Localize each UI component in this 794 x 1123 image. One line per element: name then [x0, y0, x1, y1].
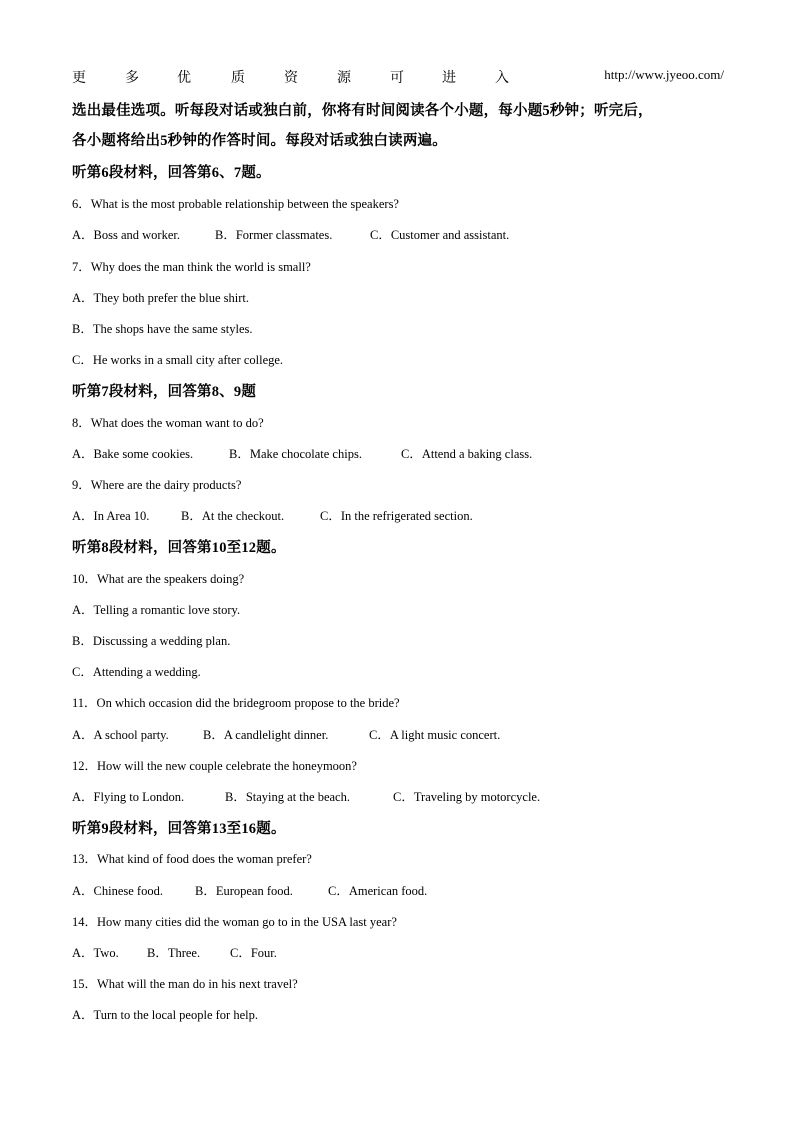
option-a: A．In Area 10. — [72, 509, 150, 523]
option-a: A．Turn to the local people for help. — [72, 1008, 258, 1022]
option-b: B．Former classmates. — [215, 228, 333, 242]
section-heading: 听第6段材料，回答第6、7题。 — [72, 165, 271, 181]
section-heading: 听第7段材料，回答第8、9题 — [72, 384, 257, 400]
question-text: 8．What does the woman want to do? — [72, 416, 264, 430]
option-a: A．Two. — [72, 946, 119, 960]
options-row — [72, 787, 540, 805]
option-b: B．The shops have the same styles. — [72, 322, 253, 336]
option-c: C．In the refrigerated section. — [320, 509, 473, 523]
option-a: A．Boss and worker. — [72, 228, 180, 242]
option-b: B．A candlelight dinner. — [203, 728, 329, 742]
option-c: C．Attending a wedding. — [72, 665, 201, 679]
options-row — [72, 725, 500, 743]
option-b: B．Discussing a wedding plan. — [72, 634, 231, 648]
option-b: B．At the checkout. — [181, 509, 285, 523]
option-c: C．Attend a baking class. — [401, 447, 533, 461]
question-text: 11．On which occasion did the bridegroom propose to the bride? — [72, 696, 400, 710]
option-c: C．Four. — [230, 946, 277, 960]
option-c: C．He works in a small city after college. — [72, 353, 284, 367]
option-a: A．Telling a romantic love story. — [72, 603, 241, 617]
options-row — [72, 225, 509, 243]
question-text: 9．Where are the dairy products? — [72, 478, 242, 492]
options-row — [72, 881, 427, 899]
header-char: 多 — [125, 71, 139, 86]
intro-line-2: 各小题将给出5秒钟的作答时间。每段对话或独白读两遍。 — [72, 133, 447, 149]
header-char: 质 — [231, 71, 245, 86]
question-text: 13．What kind of food does the woman prefer? — [72, 852, 312, 866]
intro-line-1: 选出最佳选项。听每段对话或独白前，你将有时间阅读各个小题，每小题5秒钟；听完后， — [72, 103, 653, 119]
section-heading: 听第8段材料，回答第10至12题。 — [72, 540, 286, 556]
header-url[interactable]: http://www.jyeoo.com/ — [604, 67, 724, 82]
header-char: 优 — [177, 71, 191, 86]
option-a: A．They both prefer the blue shirt. — [72, 291, 250, 305]
option-b: B．Make chocolate chips. — [229, 447, 362, 461]
option-b: B．Staying at the beach. — [225, 790, 350, 804]
question-text: 6．What is the most probable relationship between the speakers? — [72, 197, 399, 211]
question-text: 12．How will the new couple celebrate the honeymoon? — [72, 759, 357, 773]
options-row — [72, 506, 473, 524]
option-b: B．European food. — [195, 884, 293, 898]
section-heading: 听第9段材料，回答第13至16题。 — [72, 821, 286, 837]
header-char: 可 — [390, 71, 404, 86]
option-c: C．Customer and assistant. — [370, 228, 510, 242]
header-char: 进 — [442, 71, 456, 86]
header-char: 更 — [72, 71, 86, 86]
option-c: C．Traveling by motorcycle. — [393, 790, 541, 804]
option-a: A．Chinese food. — [72, 884, 163, 898]
options-row — [72, 444, 532, 462]
header-char: 入 — [495, 71, 509, 86]
header-char: 资 — [284, 71, 298, 86]
options-row — [72, 943, 277, 961]
option-b: B．Three. — [147, 946, 201, 960]
option-a: A．Bake some cookies. — [72, 447, 194, 461]
question-text: 10．What are the speakers doing? — [72, 572, 245, 586]
page-header — [72, 67, 724, 85]
option-c: C．A light music concert. — [369, 728, 501, 742]
header-char: 源 — [337, 71, 351, 86]
option-a: A．Flying to London. — [72, 790, 185, 804]
question-text: 7．Why does the man think the world is small? — [72, 260, 311, 274]
question-text: 15．What will the man do in his next travel? — [72, 977, 298, 991]
question-text: 14．How many cities did the woman go to in the USA last year? — [72, 915, 397, 929]
option-c: C．American food. — [328, 884, 428, 898]
option-a: A．A school party. — [72, 728, 169, 742]
